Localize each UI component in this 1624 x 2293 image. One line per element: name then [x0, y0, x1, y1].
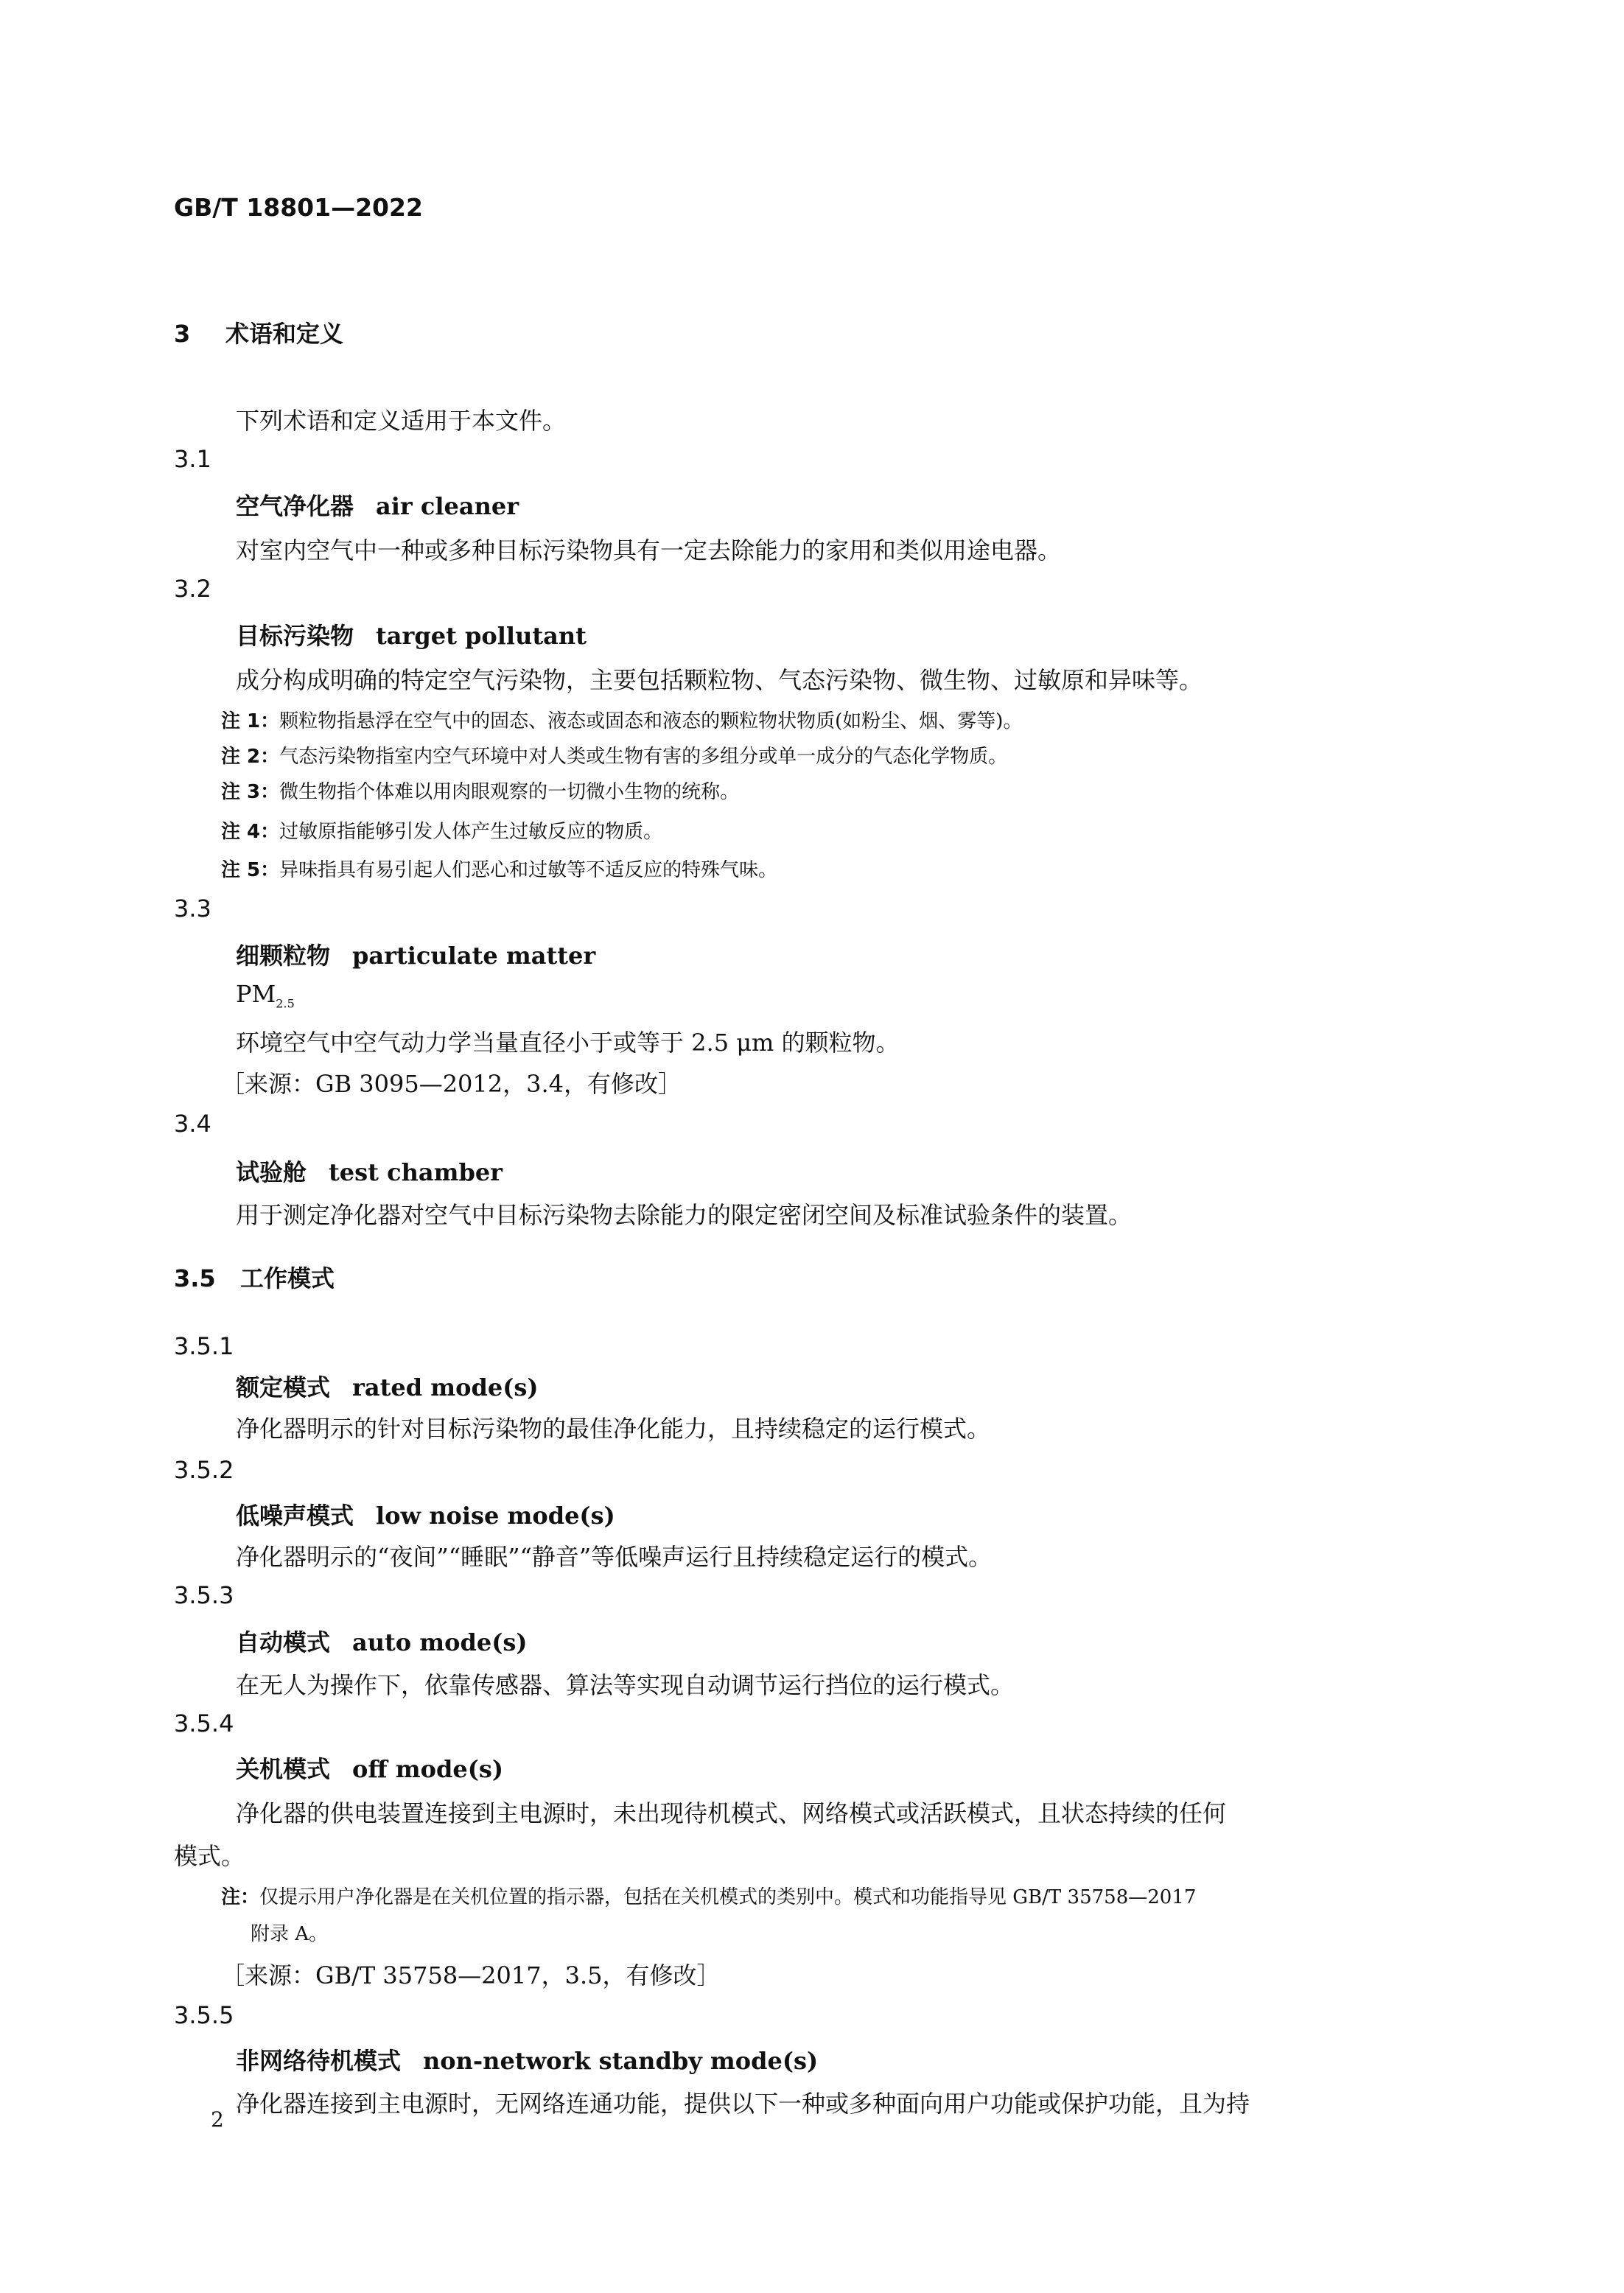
note: [221, 741, 1007, 769]
term-en: non-network standby mode(s): [423, 2047, 819, 2075]
note-text: 颗粒物指悬浮在空气中的固态、液态或固态和液态的颗粒物状物质(如粉尘、烟、雾等)。: [279, 710, 1023, 732]
term-definition: 净化器连接到主电源时，无网络连通功能，提供以下一种或多种面向用户功能或保护功能，且为持: [236, 2090, 1250, 2118]
note: [221, 1882, 1196, 1909]
note-label: 注 1：: [221, 710, 280, 732]
term-title: [236, 2042, 818, 2076]
term-title: [236, 1154, 503, 1188]
note-label: 注 2：: [221, 746, 280, 768]
term-symbol: [236, 980, 295, 1010]
page-number: 2: [211, 2107, 224, 2132]
term-definition: 对室内空气中一种或多种目标污染物具有一定去除能力的家用和类似用途电器。: [236, 536, 1062, 564]
note-label: 注 3：: [221, 781, 280, 803]
term-source: ［来源：GB/T 35758—2017，3.5，有修改］: [221, 1961, 721, 1989]
note: [221, 816, 662, 844]
note: [221, 777, 739, 804]
term-number: 3.5.3: [174, 1581, 234, 1609]
note-continued: 附录 A。: [251, 1923, 329, 1945]
note-text: 仅提示用户净化器是在关机位置的指示器，包括在关机模式的类别中。模式和功能指导见 GB/T 35758—2017: [259, 1886, 1197, 1908]
section-intro: 下列术语和定义适用于本文件。: [236, 407, 567, 435]
term-definition: 净化器明示的“夜间”“睡眠”“静音”等低噪声运行且持续稳定运行的模式。: [236, 1543, 993, 1571]
subsection-title: 工作模式: [240, 1264, 335, 1292]
note-label: 注：: [221, 1886, 260, 1908]
term-definition: 在无人为操作下，依靠传感器、算法等实现自动调节运行挡位的运行模式。: [236, 1671, 1015, 1699]
section-number: 3: [174, 320, 191, 348]
term-definition: 环境空气中空气动力学当量直径小于或等于 2.5 μm 的颗粒物。: [236, 1029, 900, 1057]
term-number: 3.3: [174, 895, 211, 923]
term-en: particulate matter: [352, 942, 596, 970]
term-definition: 成分构成明确的特定空气污染物，主要包括颗粒物、气态污染物、微生物、过敏原和异味等。: [236, 666, 1203, 694]
section-heading: [174, 315, 343, 349]
symbol-main: PM: [236, 980, 276, 1008]
term-title: [236, 937, 595, 971]
term-title: [236, 488, 519, 522]
note: [221, 706, 1022, 733]
term-en: off mode(s): [352, 1755, 503, 1783]
term-zh: 空气净化器: [236, 492, 354, 520]
term-en: low noise mode(s): [376, 1502, 615, 1530]
term-number: 3.1: [174, 445, 211, 473]
term-zh: 额定模式: [236, 1373, 331, 1401]
term-source: ［来源：GB 3095—2012，3.4，有修改］: [221, 1070, 682, 1098]
term-title: [236, 1624, 528, 1658]
term-number: 3.5.5: [174, 2001, 234, 2029]
term-zh: 目标污染物: [236, 622, 354, 650]
term-number: 3.5.4: [174, 1709, 234, 1737]
note-text: 过敏原指能够引发人体产生过敏反应的物质。: [279, 821, 663, 843]
term-en: auto mode(s): [352, 1628, 528, 1656]
term-en: rated mode(s): [352, 1373, 539, 1401]
term-title: [236, 1751, 503, 1785]
term-definition: 净化器的供电装置连接到主电源时，未出现待机模式、网络模式或活跃模式，且状态持续的任何: [236, 1799, 1227, 1827]
term-number: 3.4: [174, 1110, 211, 1138]
subsection-number: 3.5: [174, 1264, 216, 1292]
term-number: 3.5.2: [174, 1456, 234, 1484]
term-zh: 自动模式: [236, 1628, 331, 1656]
term-zh: 关机模式: [236, 1755, 331, 1783]
document-id: GB/T 18801—2022: [174, 193, 423, 222]
section-title: 术语和定义: [225, 320, 344, 348]
term-title: [236, 1369, 539, 1403]
note-text: 气态污染物指室内空气环境中对人类或生物有害的多组分或单一成分的气态化学物质。: [279, 746, 1008, 768]
term-number: 3.5.1: [174, 1332, 234, 1360]
term-number: 3.2: [174, 575, 211, 603]
term-definition: 用于测定净化器对空气中目标污染物去除能力的限定密闭空间及标准试验条件的装置。: [236, 1201, 1133, 1229]
term-zh: 低噪声模式: [236, 1502, 354, 1530]
term-title: [236, 617, 587, 651]
term-en: air cleaner: [376, 492, 519, 520]
symbol-subscript: 2.5: [276, 996, 295, 1011]
note-text: 异味指具有易引起人们恶心和过敏等不适反应的特殊气味。: [279, 859, 778, 881]
term-definition-continued: 模式。: [174, 1842, 245, 1870]
term-zh: 细颗粒物: [236, 942, 331, 970]
note: [221, 855, 777, 882]
term-zh: 非网络待机模式: [236, 2047, 402, 2075]
term-en: test chamber: [329, 1158, 503, 1186]
note-text: 微生物指个体难以用肉眼观察的一切微小生物的统称。: [279, 781, 740, 803]
note-label: 注 5：: [221, 859, 280, 881]
term-title: [236, 1497, 615, 1531]
note-label: 注 4：: [221, 821, 280, 843]
subsection-heading: [174, 1260, 335, 1294]
term-definition: 净化器明示的针对目标污染物的最佳净化能力，且持续稳定的运行模式。: [236, 1415, 991, 1443]
term-en: target pollutant: [376, 622, 587, 650]
term-zh: 试验舱: [236, 1158, 307, 1186]
